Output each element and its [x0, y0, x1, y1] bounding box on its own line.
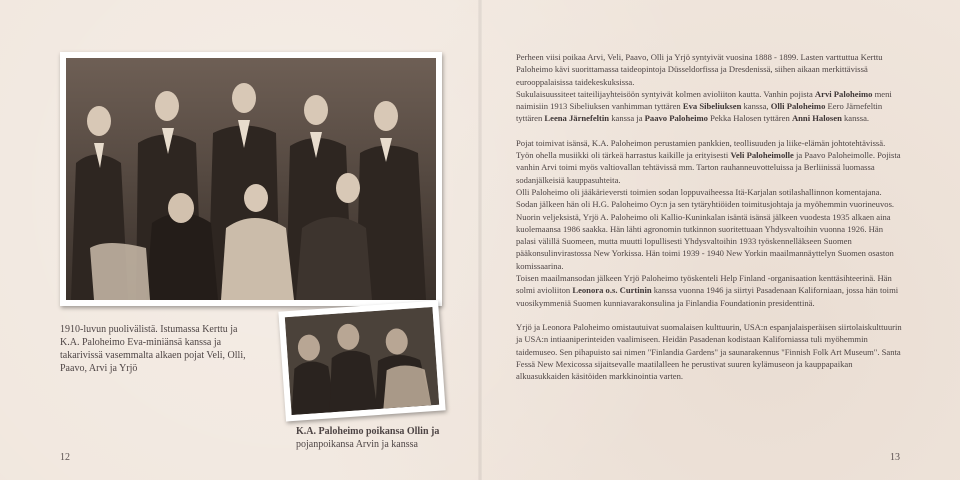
paloheimo-photo-image [285, 307, 439, 415]
p2-bold-paavo: Paavo Paloheimo [644, 113, 708, 124]
family-photo-caption: 1910-luvun puolivälistä. Istumassa Kerttu ja K.A. Paloheimo Eva-miniänsä kanssa ja takarivissä vasemmalta alkaen pojat Veli, Olli, Paavo, Arvi ja Yrjö [60, 324, 246, 374]
p3-text-1: Pojat toimivat isänsä, K.A. Paloheimon perustamien pankkien, teollisuuden ja liike-elämän johtotehtävissä. Työn ohella musiikki oli tärkeä harrastus kaikille ja erityisesti [516, 137, 886, 161]
paloheimo-photo [278, 301, 445, 422]
paragraph-business [516, 137, 904, 186]
p6-text-2: kanssa vuonna 1946 ja siirtyi Pasadenaan Kaliforniaan, jossa hän toimi vuosikymmeniä Suomen kunniavarakonsulina ja Finlandia Foundationin presidenttinä. [516, 285, 899, 308]
p2-text-6: Pekka Halosen tyttären [707, 113, 792, 124]
page-number-right: 13 [890, 452, 900, 463]
book-gutter [478, 0, 482, 480]
paloheimo-caption-line2: pojanpoikansa Arvin ja kanssa [296, 439, 418, 450]
p2-text-5: kanssa ja [609, 113, 645, 124]
p3-text-2: ja Paavo Paloheimolle. Pojista vanhin Arvi toimi myös valtiovallan tehtävissä mm. Tarton rauhanneuvotteluissa ja Berliinissä luomassa sodanjälkeisiä kauppasuhteita. [516, 150, 901, 185]
p2-text-7: kanssa. [841, 113, 870, 124]
p2-bold-anni: Anni Halosen [791, 113, 842, 124]
p6-text-1: Toisen maailmansodan jälkeen Yrjö Paloheimo työskenteli Help Finland -organisaation kenttäsihteerinä. Hän solmi avioliiton [516, 273, 892, 296]
paragraph-culture: Yrjö ja Leonora Paloheimo omistautuivat suomalaisen kulttuurin, USA:n espanjalaisperäisen siirtolaiskulttuurin ja USA:n intiaaniperinteiden vaalimiseen. Heidän Pasadenan kodistaan Kaliforniassa tuli myöhemmin taidemuseo. Sen pihapuisto sai nimen "Finlandia Gardens" ja saunarakennus "Finnish Folk Art Museum". Santa Fessä New Mexicossa sijaitsevalle maatilalleen he perustivat suuren kylämuseon ja kauppapaikan alkuasukkaiden käsitöiden markkinointia varten. [516, 321, 902, 382]
p2-text-3: kanssa, [741, 101, 771, 112]
paragraph-yrjo: Nuorin veljeksistä, Yrjö A. Paloheimo oli Kallio-Kuninkalan isäntä isänsä jälkeen vuodesta 1935 alkaen aina kuolemaansa 1986 saakka. Hän lähti agronomin tutkinnon suoritettuaan Yhdysvaltoihin vuonna 1926. Hän palasi välillä Suomeen, mutta muutti lopullisesti Yhdysvaltoihin 1933 työskennelläkseen Suomen pääkonsulinvirastossa New Yorkissa. Hän toimi 1939 - 1940 New Yorkin maailmannäyttelyn Suomen osaston komissaarina. [516, 211, 894, 271]
p2-text-4: Eero Järnefeltin tyttären [516, 101, 883, 124]
paloheimo-caption-line1: K.A. Paloheimo poikansa Ollin ja [296, 426, 440, 437]
p3-bold-veli: Veli Paloheimolle [730, 150, 794, 161]
article-text [516, 51, 904, 382]
p6-bold-leonora: Leonora o.s. Curtinin [572, 285, 652, 296]
paragraph-olli: Olli Paloheimo oli jääkärieversti toimien sodan loppuvaiheessa Itä-Karjalan sotilashallinnon komentajana. Sodan jälkeen hän oli H.G. Paloheimo Oy:n ja sen tytäryhtiöiden toimitusjohtaja ja myöhemmin vuorineuvos. [516, 186, 895, 210]
paragraph-marriages [516, 88, 904, 125]
paragraph-sons: Perheen viisi poikaa Arvi, Veli, Paavo, Olli ja Yrjö syntyivät vuosina 1888 - 1899. Lasten varttuttua Kerttu Paloheimo kävi suorittamassa taideopintoja Düsseldorfissa ja Dresdenissä, siihen aikaan merkittävissä eurooppalaisissa taidekeskuksissa. [516, 52, 883, 87]
p2-bold-olli: Olli Paloheimo [770, 101, 826, 112]
p2-bold-eva: Eva Sibeliuksen [682, 101, 742, 112]
page-number-left: 12 [60, 452, 70, 463]
paragraph-postwar [516, 272, 904, 309]
p2-bold-leena: Leena Järnefeltin [544, 113, 610, 124]
family-photo [60, 52, 442, 306]
p2-bold-arvi: Arvi Paloheimo [814, 88, 873, 99]
p2-text-1: Sukulaisuussiteet taiteilijayhteisöön syntyivät kolmen avioliiton kautta. Vanhin pojista [516, 88, 815, 99]
paloheimo-photo-caption [296, 425, 456, 451]
family-photo-image [66, 58, 436, 300]
p2-text-2: meni naimisiin 1913 Sibeliuksen vanhimman tyttären [516, 88, 892, 112]
